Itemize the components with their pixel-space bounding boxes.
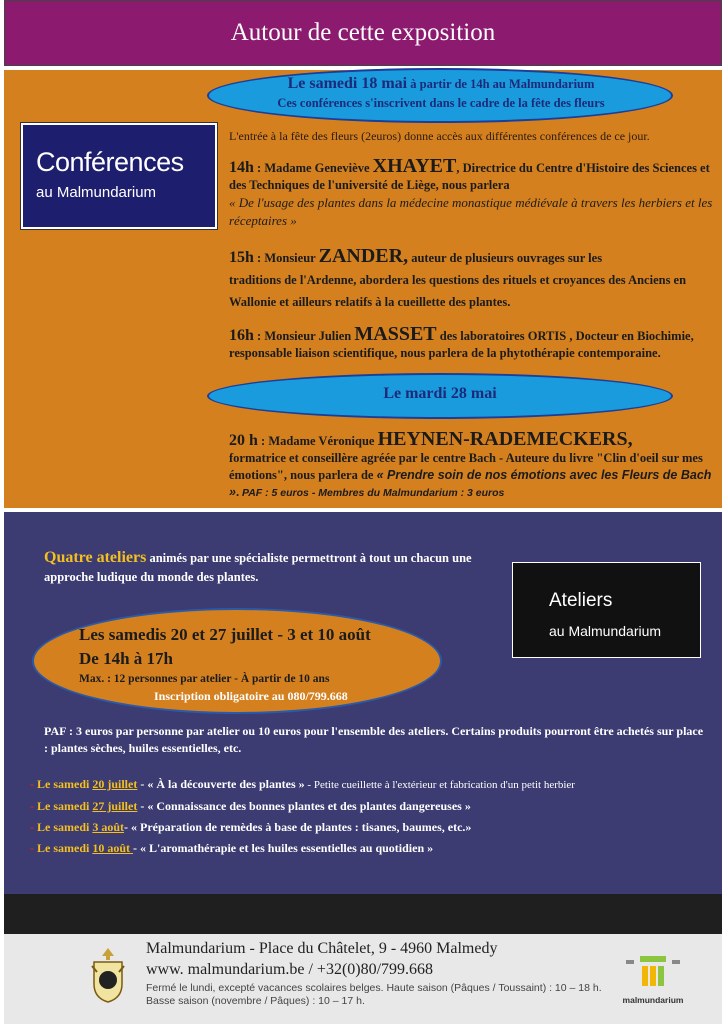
workshops-dates: Les samedis 20 et 27 juillet - 3 et 10 août (79, 625, 371, 644)
talk-time: 14h (229, 159, 254, 176)
talk-16h: 16h : Monsieur Julien MASSET des laboratoires ORTIS , Docteur en Biochimie, responsable liaison scientifique, nous parlera de la phytothérapie contemporaine. (229, 323, 694, 360)
speaker-surname: MASSET (354, 323, 437, 345)
footer-hours: Fermé le lundi, excepté vacances scolaires belges. Haute saison (Pâques / Toussaint) : 10 – 18 h. Basse saison (novembre / Pâques) : 10 – 17 h. (146, 982, 602, 1007)
header-banner (4, 0, 722, 66)
workshops-max: Max. : 12 personnes par atelier - À partir de 10 ans (79, 673, 330, 685)
talk-title: « De l'usage des plantes dans la médecine monastique médiévale à travers les herbiers et les réceptaires » (229, 195, 713, 228)
workshops-hours: De 14h à 17h (79, 649, 173, 668)
conferences-title: Conférences (36, 147, 184, 177)
speaker-surname: ZANDER, (318, 245, 409, 267)
malmundarium-logo-icon (620, 952, 686, 1005)
ateliers-title: Ateliers (549, 590, 613, 611)
ateliers-subtitle: au Malmundarium (549, 623, 662, 639)
conferences-subtitle: au Malmundarium (36, 184, 157, 201)
may28-heading: Le mardi 28 mai (383, 385, 497, 402)
workshop-sessions (30, 774, 720, 859)
coat-of-arms-icon (88, 946, 128, 1004)
may18-note: Ces conférences s'inscrivent dans le cadre de la fête des fleurs (277, 96, 605, 110)
session-row: - Le samedi 3 août- « Préparation de remèdes à base de plantes : tisanes, baumes, etc.» (30, 820, 472, 834)
talk-paf: PAF : 5 euros - Membres du Malmundarium : 3 euros (239, 487, 505, 499)
workshops-registration: Inscription obligatoire au 080/799.668 (154, 689, 348, 703)
speaker-surname: XHAYET (372, 155, 457, 177)
talk-title: « Prendre soin de nos émotions avec les Fleurs de Bach » (229, 468, 712, 499)
talk-time: 20 h (229, 432, 258, 449)
entry-note: L'entrée à la fête des fleurs (2euros) donne accès aux différentes conférences de ce jour. (229, 129, 650, 143)
footer-address: Malmundarium - Place du Châtelet, 9 - 4960 Malmedy (146, 940, 498, 957)
ateliers-label-box (512, 562, 701, 658)
talk-time: 15h (229, 249, 254, 266)
talk-20h: 20 h : Madame Véronique HEYNEN-RADEMECKERS, formatrice et conseillère agréée par le centre Bach - Auteure du livre "Clin d'oeil sur mes émotions", nous parlera de « Prendre soin de nos émotions avec les Fleurs de Bach ». PAF : 5 euros - Membres du Malmundarium : 3 euros (229, 428, 712, 499)
session-row: - Le samedi 27 juillet - « Connaissance des bonnes plantes et des plantes dangereuses » (30, 799, 471, 813)
session-row: - Le samedi 10 août - « L'aromathérapie et les huiles essentielles au quotidien » (30, 841, 434, 855)
talk-15h: 15h : Monsieur ZANDER, auteur de plusieurs ouvrages sur les traditions de l'Ardenne, abordera les questions des rituels et croyances des Anciens en Wallonie et ailleurs relatifs à la cueillette des plantes. (229, 245, 687, 309)
speaker-surname: HEYNEN-RADEMECKERS, (377, 428, 633, 450)
session-row: - Le samedi 20 juillet - « À la découverte des plantes » - Petite cueillette à l'extérieur et fabrication d'un petit herbier (30, 777, 575, 791)
talk-14h: 14h : Madame Geneviève XHAYET, Directrice du Centre d'Histoire des Sciences et des Techniques de l'université de Liège, nous parlera « De l'usage des plantes dans la médecine monastique médiévale à travers les herbiers et les réceptaires » (229, 155, 713, 228)
logo-text: malmundarium (622, 995, 684, 1005)
workshops-lead: Quatre ateliers (44, 549, 147, 566)
footer-website[interactable]: www. malmundarium.be / +32(0)80/799.668 (146, 961, 434, 978)
workshops-intro: Quatre ateliers animés par une spécialiste permettront à tout un chacun une approche ludique du monde des plantes. (44, 549, 472, 584)
may18-heading: Le samedi 18 mai à partir de 14h au Malmundarium (287, 75, 595, 92)
talk-time: 16h (229, 327, 254, 344)
page-title: Autour de cette exposition (230, 19, 496, 46)
divider-band (4, 894, 722, 934)
conferences-label-box (21, 123, 217, 229)
workshops-paf: PAF : 3 euros par personne par atelier ou 10 euros pour l'ensemble des ateliers. Certains produits pourront être achetés sur place : plantes sèches, huiles essentielles, etc. (44, 724, 704, 755)
